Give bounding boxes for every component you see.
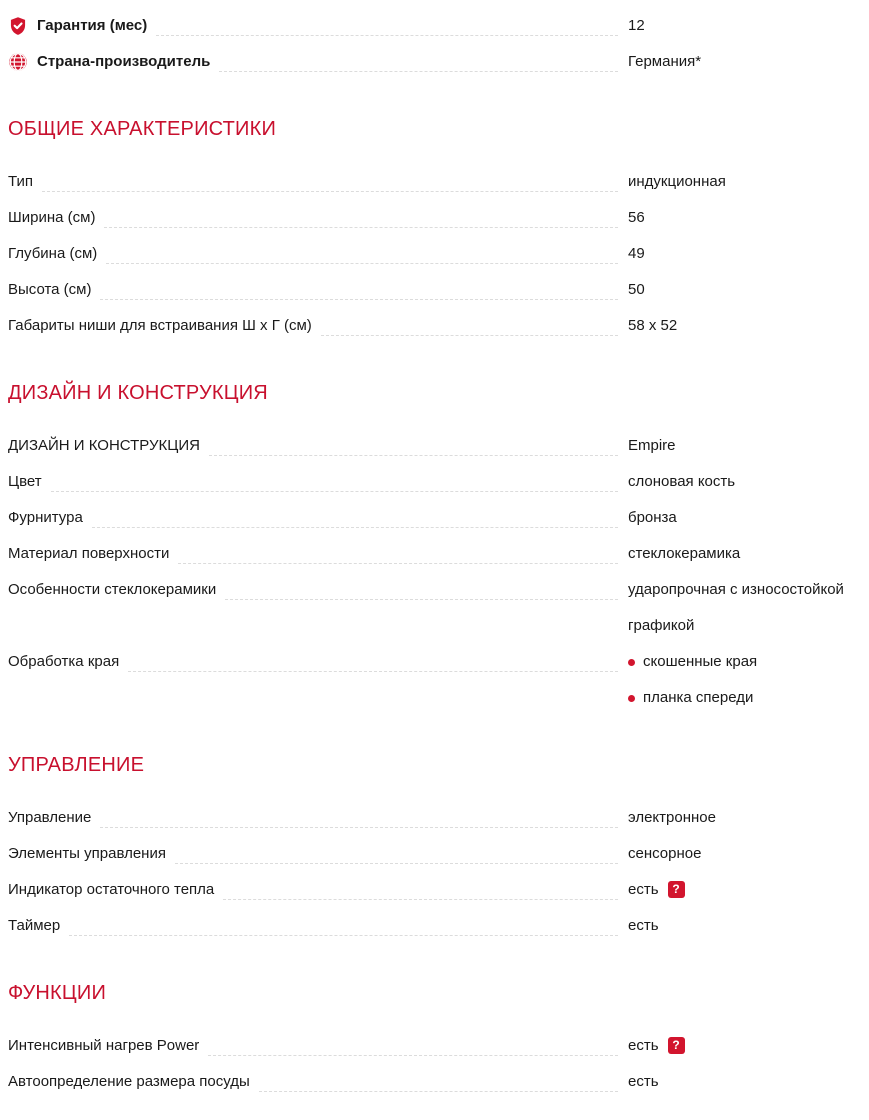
spec-row	[8, 836, 869, 872]
dotted-leader	[42, 164, 618, 192]
spec-section	[8, 380, 869, 716]
value-text: ударопрочная с износостойкой графикой	[628, 581, 844, 634]
globe-icon	[8, 52, 28, 72]
dotted-leader	[156, 8, 618, 36]
dotted-leader	[219, 44, 618, 72]
value-text: Empire	[628, 437, 676, 454]
spec-label: Особенности стеклокерамики	[8, 581, 217, 598]
dotted-leader	[100, 272, 618, 300]
spec-value	[628, 644, 869, 716]
spec-section	[8, 116, 869, 344]
value-list-text: планка спереди	[643, 689, 754, 706]
spec-value: 12	[628, 17, 645, 34]
dotted-leader	[100, 800, 618, 828]
value-list-item	[628, 680, 869, 716]
value-text: 49	[628, 245, 645, 262]
section-rows	[8, 1028, 869, 1100]
spec-value	[628, 500, 869, 536]
spec-value	[628, 872, 869, 908]
section-title: ФУНКЦИИ	[8, 982, 107, 1004]
top-spec-row	[8, 44, 869, 80]
value-text: есть	[628, 1037, 659, 1054]
spec-label: Управление	[8, 809, 92, 826]
dotted-leader	[321, 308, 618, 336]
spec-row	[8, 908, 869, 944]
spec-label: Высота (см)	[8, 281, 92, 298]
spec-label: Обработка края	[8, 653, 120, 670]
dotted-leader	[104, 200, 618, 228]
spec-section	[8, 980, 869, 1100]
value-text: есть	[628, 1073, 659, 1090]
spec-row	[8, 308, 869, 344]
bullet-icon	[628, 659, 635, 666]
dotted-leader	[225, 572, 618, 600]
spec-value	[628, 572, 869, 644]
section-rows	[8, 164, 869, 344]
value-text: электронное	[628, 809, 716, 826]
spec-value	[628, 164, 869, 200]
spec-label: Страна-производитель	[37, 53, 211, 70]
spec-label: Материал поверхности	[8, 545, 170, 562]
spec-value	[628, 1028, 869, 1064]
spec-row	[8, 428, 869, 464]
spec-row	[8, 1064, 869, 1100]
spec-label: Фурнитура	[8, 509, 83, 526]
dotted-leader	[223, 872, 618, 900]
bullet-icon	[628, 695, 635, 702]
dotted-leader	[259, 1064, 618, 1092]
section-title: ОБЩИЕ ХАРАКТЕРИСТИКИ	[8, 118, 277, 140]
spec-row	[8, 572, 869, 644]
help-icon[interactable]: ?	[668, 881, 685, 898]
top-specs	[8, 8, 869, 80]
value-text: 50	[628, 281, 645, 298]
value-bullet-list	[628, 644, 869, 716]
spec-row	[8, 464, 869, 500]
spec-label: Индикатор остаточного тепла	[8, 881, 215, 898]
spec-row	[8, 272, 869, 308]
spec-label: ДИЗАЙН И КОНСТРУКЦИЯ	[8, 437, 200, 454]
section-rows	[8, 800, 869, 944]
dotted-leader	[178, 536, 618, 564]
dotted-leader	[69, 908, 618, 936]
spec-row	[8, 644, 869, 716]
top-spec-row	[8, 8, 869, 44]
spec-value	[628, 836, 869, 872]
spec-value	[628, 428, 869, 464]
spec-value	[628, 236, 869, 272]
spec-label: Интенсивный нагрев Power	[8, 1037, 200, 1054]
dotted-leader	[208, 1028, 618, 1056]
spec-value	[628, 536, 869, 572]
value-list-text: скошенные края	[643, 653, 758, 670]
value-text: бронза	[628, 509, 677, 526]
help-icon[interactable]: ?	[668, 1037, 685, 1054]
section-title: УПРАВЛЕНИЕ	[8, 754, 145, 776]
spec-value	[628, 464, 869, 500]
spec-label: Ширина (см)	[8, 209, 96, 226]
value-text: индукционная	[628, 173, 726, 190]
value-text: 58 x 52	[628, 317, 678, 334]
spec-value	[628, 272, 869, 308]
dotted-leader	[106, 236, 618, 264]
spec-value	[628, 200, 869, 236]
spec-value: Германия*	[628, 53, 702, 70]
spec-sections	[8, 116, 869, 1100]
dotted-leader	[209, 428, 618, 456]
spec-row	[8, 800, 869, 836]
spec-label: Тип	[8, 173, 34, 190]
spec-row	[8, 164, 869, 200]
spec-value	[628, 308, 869, 344]
spec-section	[8, 752, 869, 944]
spec-value	[628, 1064, 869, 1100]
spec-label: Элементы управления	[8, 845, 166, 862]
value-list-item	[628, 644, 869, 680]
spec-row	[8, 536, 869, 572]
shield-check-icon	[8, 16, 28, 36]
spec-row	[8, 872, 869, 908]
spec-value	[628, 800, 869, 836]
value-text: 56	[628, 209, 645, 226]
value-text: стеклокерамика	[628, 545, 741, 562]
section-title: ДИЗАЙН И КОНСТРУКЦИЯ	[8, 382, 268, 404]
spec-label: Габариты ниши для встраивания Ш х Г (см)	[8, 317, 312, 334]
spec-label: Глубина (см)	[8, 245, 98, 262]
spec-row	[8, 236, 869, 272]
spec-label: Таймер	[8, 917, 61, 934]
spec-value	[628, 908, 869, 944]
spec-label: Гарантия (мес)	[37, 17, 148, 34]
section-rows	[8, 428, 869, 716]
value-text: сенсорное	[628, 845, 702, 862]
spec-row	[8, 200, 869, 236]
dotted-leader	[128, 644, 618, 672]
spec-row	[8, 500, 869, 536]
value-text: слоновая кость	[628, 473, 736, 490]
spec-row	[8, 1028, 869, 1064]
dotted-leader	[51, 464, 618, 492]
spec-label: Цвет	[8, 473, 42, 490]
value-text: есть	[628, 917, 659, 934]
dotted-leader	[92, 500, 618, 528]
spec-label: Автоопределение размера посуды	[8, 1073, 250, 1090]
dotted-leader	[175, 836, 618, 864]
value-text: есть	[628, 881, 659, 898]
